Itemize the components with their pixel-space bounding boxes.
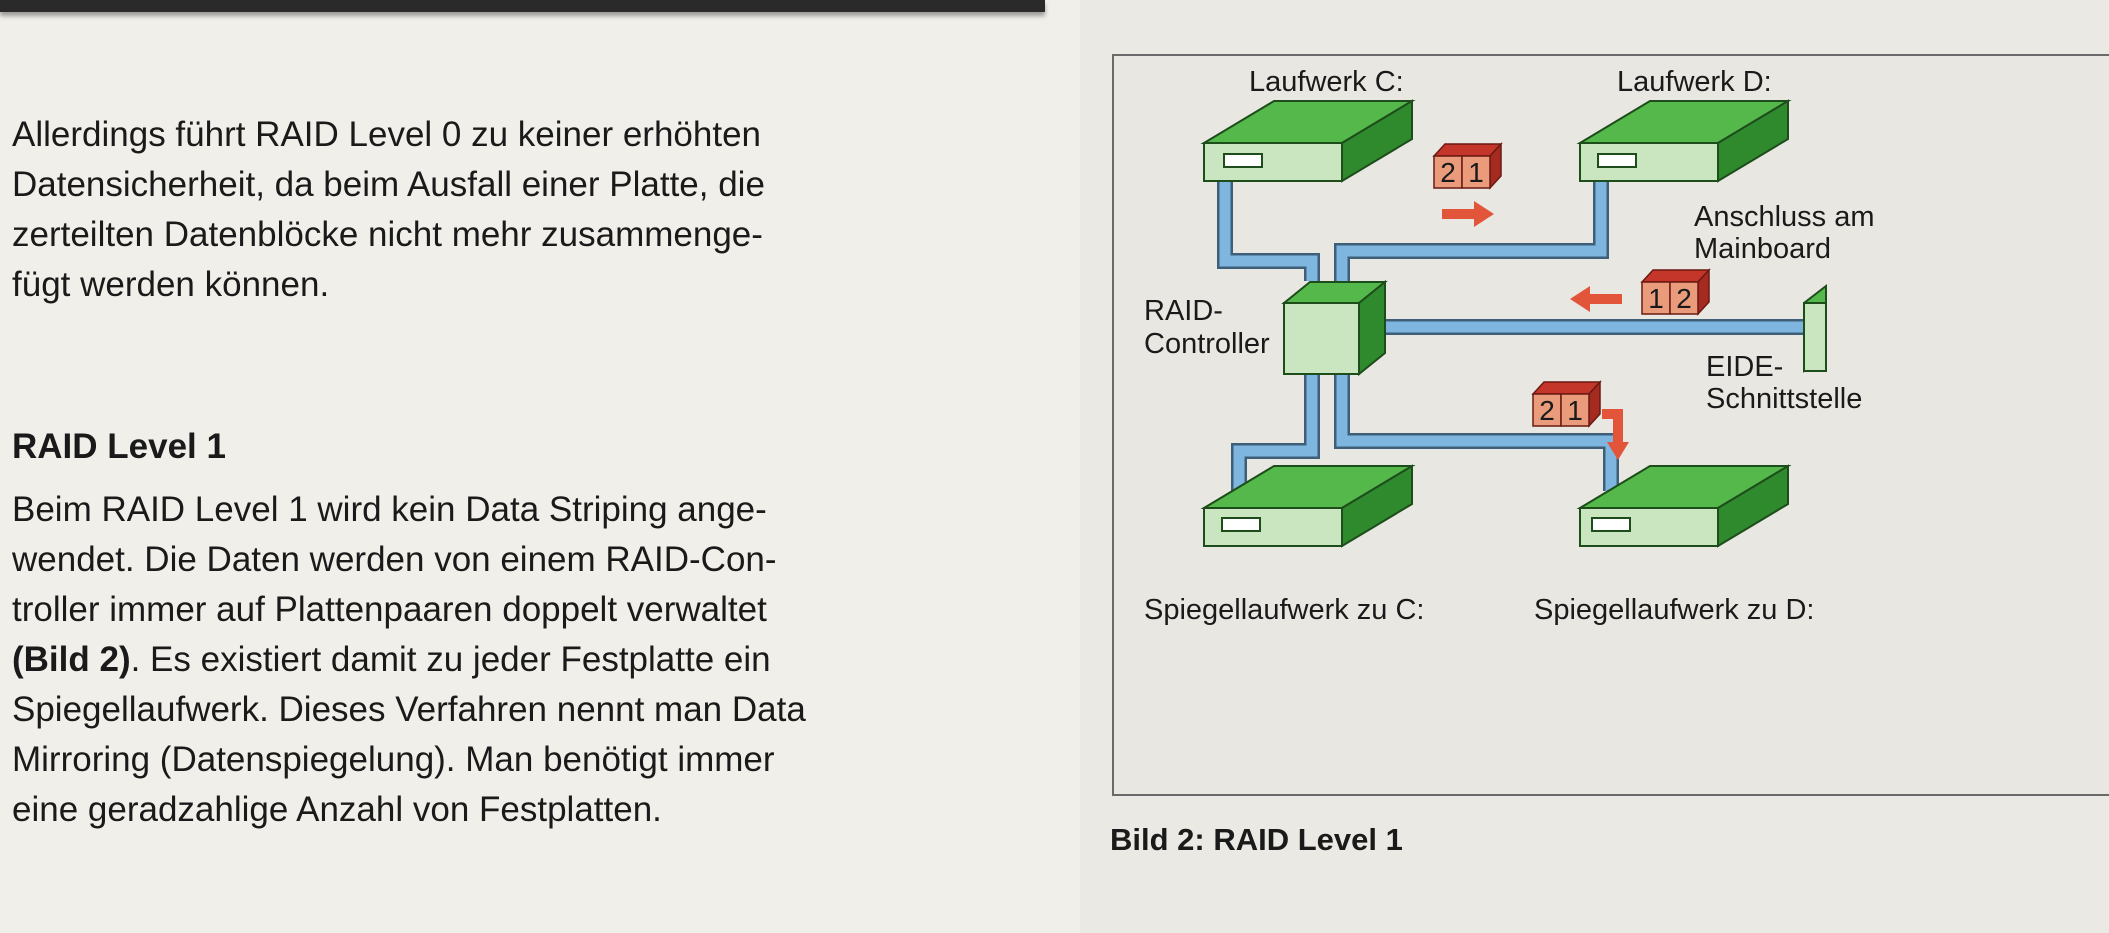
text-line: Spiegellaufwerk. Dieses Verfahren nennt man Data <box>12 690 806 729</box>
mainboard-label: Mainboard <box>1694 233 1832 265</box>
drive-d <box>1580 101 1788 181</box>
top-rule <box>0 0 1045 12</box>
mirror-d-label: Spiegellaufwerk zu D: <box>1534 594 1815 626</box>
text-line: troller immer auf Plattenpaaren doppelt verwaltet <box>12 590 767 629</box>
text-line: Datensicherheit, da beim Ausfall einer Platte, die <box>12 165 765 204</box>
text-line: zerteilten Datenblöcke nicht mehr zusammenge- <box>12 215 763 254</box>
eide-label: EIDE- <box>1706 351 1784 383</box>
mirror-c-label: Spiegellaufwerk zu C: <box>1144 594 1425 626</box>
raid-diagram-svg <box>1114 56 2109 798</box>
arrow-left-icon <box>1570 286 1622 312</box>
text-line: Allerdings führt RAID Level 0 zu keiner erhöhten <box>12 115 762 154</box>
block-label: 1 <box>1648 283 1664 314</box>
block-label: 2 <box>1539 395 1555 426</box>
text-line: eine geradzahlige Anzahl von Festplatten. <box>12 790 662 829</box>
raid-diagram <box>1112 54 2109 796</box>
mainboard-label: Anschluss am <box>1694 201 1875 233</box>
raid-controller <box>1284 282 1385 374</box>
block-label: 2 <box>1676 283 1692 314</box>
intro-paragraph <box>12 110 1047 310</box>
text-line: Mirroring (Datenspiegelung). Man benötigt immer <box>12 740 775 779</box>
arrow-right-icon <box>1442 201 1494 227</box>
drive-c-label: Laufwerk C: <box>1249 66 1404 98</box>
block-label: 1 <box>1567 395 1583 426</box>
text-line: fügt werden können. <box>12 265 330 304</box>
eide-connector <box>1804 286 1826 371</box>
figure-caption: Bild 2: RAID Level 1 <box>1110 822 1403 857</box>
text-line <box>12 635 1047 685</box>
block-label: 1 <box>1468 157 1484 188</box>
controller-label: Controller <box>1144 328 1270 360</box>
text-fragment: . Es existiert damit zu jeder Festplatte ein <box>130 640 771 679</box>
block-label: 2 <box>1440 157 1456 188</box>
eide-label: Schnittstelle <box>1706 383 1863 415</box>
controller-label: RAID- <box>1144 295 1223 327</box>
drive-c <box>1204 101 1412 181</box>
data-blocks-bottom <box>1533 382 1600 426</box>
data-blocks-right <box>1642 270 1709 314</box>
cable-d <box>1342 176 1601 281</box>
data-blocks-top <box>1434 144 1501 188</box>
figure-reference: (Bild 2) <box>12 640 131 679</box>
section-heading: RAID Level 1 <box>12 427 226 466</box>
drive-d-label: Laufwerk D: <box>1617 66 1772 98</box>
text-line: Beim RAID Level 1 wird kein Data Striping ange- <box>12 490 767 529</box>
text-line: wendet. Die Daten werden von einem RAID-Con- <box>12 540 777 579</box>
body-paragraph <box>12 485 1047 835</box>
